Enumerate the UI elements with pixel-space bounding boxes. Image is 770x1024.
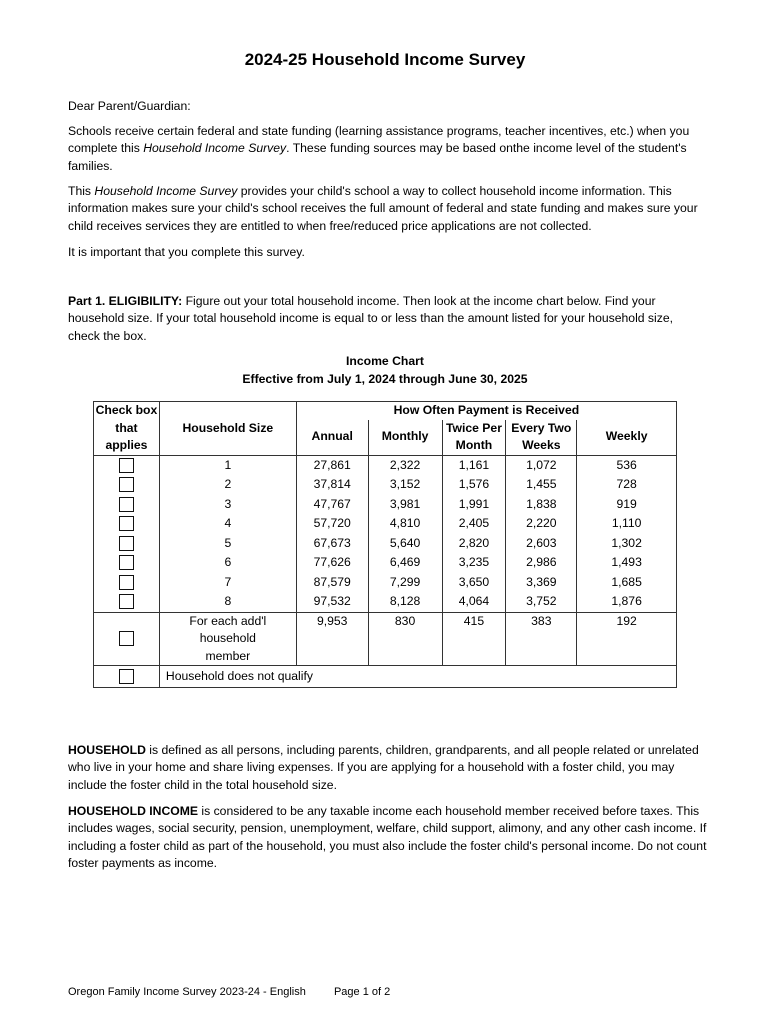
annual-cell: 47,767 — [296, 495, 368, 515]
chart-title: Income Chart — [346, 354, 424, 368]
household-size-cell: 8 — [159, 592, 296, 612]
header-every-two-weeks: Every Two Weeks — [506, 420, 577, 456]
every-two-weeks-cell: 2,603 — [506, 534, 577, 554]
annual-cell: 67,673 — [296, 534, 368, 554]
monthly-cell: 4,810 — [368, 514, 442, 534]
size-5-checkbox[interactable] — [119, 536, 134, 551]
footer — [68, 986, 390, 998]
household-size-cell: 5 — [159, 534, 296, 554]
annual-cell: 97,532 — [296, 592, 368, 612]
annual-cell: 87,579 — [296, 573, 368, 593]
every-two-weeks-cell: 3,752 — [506, 592, 577, 612]
table-row-additional — [94, 612, 677, 666]
header-weekly: Weekly — [577, 420, 677, 456]
every-two-weeks-cell: 1,455 — [506, 475, 577, 495]
weekly-cell: 1,110 — [577, 514, 677, 534]
table-row — [94, 475, 677, 495]
header-check: Check box that applies — [94, 402, 160, 456]
header-twice-per-month: Twice Per Month — [442, 420, 506, 456]
household-size-cell: 6 — [159, 553, 296, 573]
intro-paragraph-3: It is important that you complete this survey. — [68, 245, 305, 259]
footer-page-number: Page 1 of 2 — [333, 986, 391, 998]
twice-per-month-cell: 415 — [442, 612, 506, 666]
not-qualify-checkbox[interactable] — [119, 669, 134, 684]
twice-per-month-cell: 4,064 — [442, 592, 506, 612]
header-payment-group: How Often Payment is Received — [296, 402, 676, 420]
table-row — [94, 592, 677, 612]
size-4-checkbox[interactable] — [119, 516, 134, 531]
additional-member-label: For each add'l household member — [159, 612, 296, 666]
household-size-cell: 2 — [159, 475, 296, 495]
annual-cell: 9,953 — [296, 612, 368, 666]
annual-cell: 37,814 — [296, 475, 368, 495]
income-chart-table — [93, 401, 677, 688]
intro-paragraph-1: Schools receive certain federal and state funding (learning assistance programs, teacher incentives, etc.) when you complete this Household Income Survey. These funding sources may be based onthe income level of the student's families. — [68, 124, 690, 173]
monthly-cell: 7,299 — [368, 573, 442, 593]
greeting: Dear Parent/Guardian: — [68, 99, 191, 113]
weekly-cell: 1,302 — [577, 534, 677, 554]
table-row — [94, 534, 677, 554]
size-2-checkbox[interactable] — [119, 477, 134, 492]
table-row — [94, 553, 677, 573]
size-1-checkbox[interactable] — [119, 458, 134, 473]
not-qualify-label: Household does not qualify — [159, 666, 676, 688]
every-two-weeks-cell: 2,220 — [506, 514, 577, 534]
header-annual: Annual — [296, 420, 368, 456]
footer-form-name: Oregon Family Income Survey 2023-24 - English — [68, 986, 306, 998]
household-income-definition: HOUSEHOLD INCOME is considered to be any taxable income each household member received before taxes. This includes wages, social security, pension, unemployment, welfare, child support, alimony, and any other cash income. If including a foster child as part of the household, you must also include the foster child's personal income. Do not count foster payments as income. — [68, 804, 707, 871]
table-row — [94, 514, 677, 534]
additional-member-checkbox[interactable] — [119, 631, 134, 646]
monthly-cell: 3,152 — [368, 475, 442, 495]
monthly-cell: 8,128 — [368, 592, 442, 612]
twice-per-month-cell: 1,576 — [442, 475, 506, 495]
table-row — [94, 495, 677, 515]
header-monthly: Monthly — [368, 420, 442, 456]
household-size-cell: 7 — [159, 573, 296, 593]
weekly-cell: 192 — [577, 612, 677, 666]
monthly-cell: 5,640 — [368, 534, 442, 554]
every-two-weeks-cell: 1,072 — [506, 455, 577, 475]
monthly-cell: 3,981 — [368, 495, 442, 515]
weekly-cell: 919 — [577, 495, 677, 515]
header-household-size: Household Size — [159, 402, 296, 456]
monthly-cell: 2,322 — [368, 455, 442, 475]
size-6-checkbox[interactable] — [119, 555, 134, 570]
household-size-cell: 3 — [159, 495, 296, 515]
every-two-weeks-cell: 3,369 — [506, 573, 577, 593]
annual-cell: 77,626 — [296, 553, 368, 573]
weekly-cell: 536 — [577, 455, 677, 475]
weekly-cell: 1,876 — [577, 592, 677, 612]
table-row — [94, 455, 677, 475]
part1-eligibility: Part 1. ELIGIBILITY: Figure out your total household income. Then look at the income chart below. Find your household size. If your total household income is equal to or less than the amount listed for your household size, check the box. — [68, 294, 673, 343]
monthly-cell: 830 — [368, 612, 442, 666]
table-row — [94, 573, 677, 593]
household-size-cell: 4 — [159, 514, 296, 534]
table-row-not-qualify — [94, 666, 677, 688]
annual-cell: 27,861 — [296, 455, 368, 475]
every-two-weeks-cell: 1,838 — [506, 495, 577, 515]
household-definition: HOUSEHOLD is defined as all persons, including parents, children, grandparents, and all people related or unrelated who live in your home and share living expenses. If you are applying for a household with a foster child, you may include the foster child in the total household size. — [68, 743, 699, 792]
twice-per-month-cell: 2,405 — [442, 514, 506, 534]
intro-paragraph-2: This Household Income Survey provides your child's school a way to collect household income information. This information makes sure your child's school receives the full amount of federal and state funding and makes sure your child receives services they are entitled to when free/reduced price applications are not collected. — [68, 184, 698, 233]
twice-per-month-cell: 2,820 — [442, 534, 506, 554]
household-size-cell: 1 — [159, 455, 296, 475]
chart-subtitle: Effective from July 1, 2024 through June 30, 2025 — [242, 372, 528, 386]
weekly-cell: 1,493 — [577, 553, 677, 573]
size-8-checkbox[interactable] — [119, 594, 134, 609]
weekly-cell: 728 — [577, 475, 677, 495]
page-title: 2024-25 Household Income Survey — [244, 50, 526, 69]
weekly-cell: 1,685 — [577, 573, 677, 593]
twice-per-month-cell: 3,235 — [442, 553, 506, 573]
size-7-checkbox[interactable] — [119, 575, 134, 590]
twice-per-month-cell: 3,650 — [442, 573, 506, 593]
every-two-weeks-cell: 383 — [506, 612, 577, 666]
twice-per-month-cell: 1,161 — [442, 455, 506, 475]
monthly-cell: 6,469 — [368, 553, 442, 573]
twice-per-month-cell: 1,991 — [442, 495, 506, 515]
every-two-weeks-cell: 2,986 — [506, 553, 577, 573]
size-3-checkbox[interactable] — [119, 497, 134, 512]
annual-cell: 57,720 — [296, 514, 368, 534]
